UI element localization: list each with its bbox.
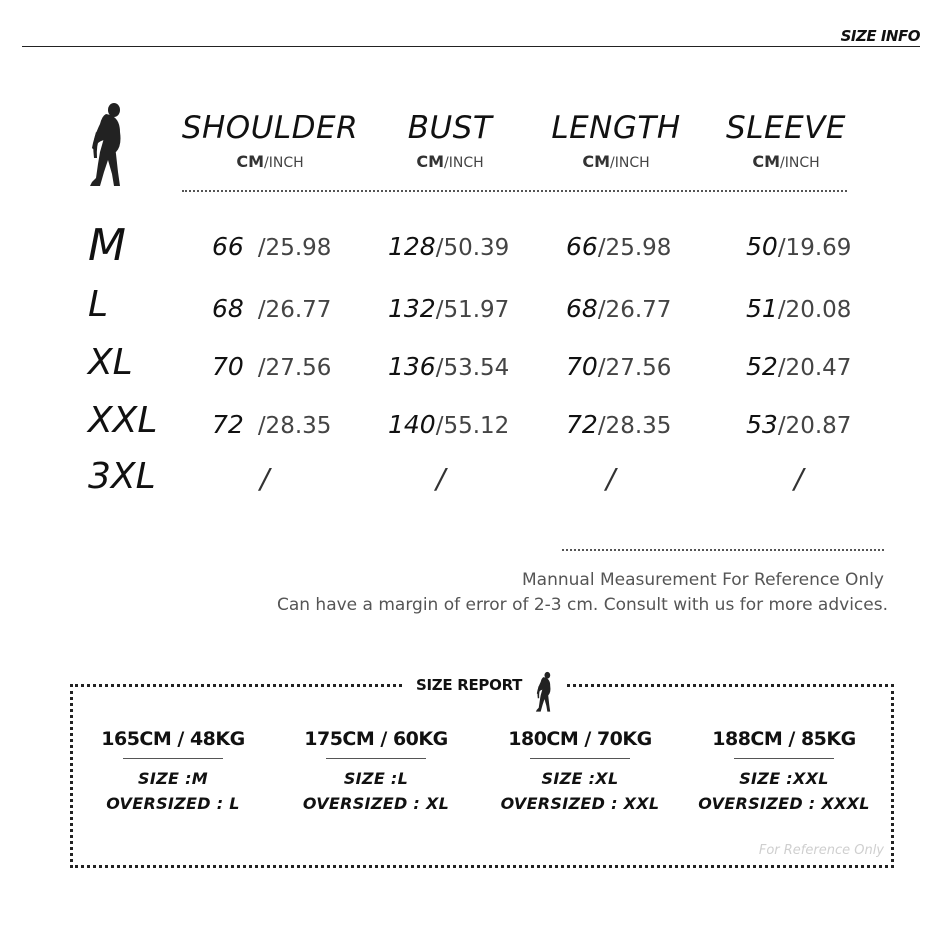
- size-report-title: SIZE REPORT: [416, 676, 523, 694]
- measurement-cell-sleeve: [746, 294, 851, 323]
- report-item-divider: [326, 758, 426, 759]
- measurement-cell-bust: [388, 294, 509, 323]
- inch-value: /20.47: [777, 355, 852, 381]
- oversized-size: OVERSIZED : XXXL: [698, 794, 870, 813]
- note-reference: Mannual Measurement For Reference Only: [522, 570, 884, 590]
- measurement-cell-bust: [388, 352, 509, 381]
- size-report-header: [404, 670, 567, 700]
- height-weight-label: 165CM / 48KG: [101, 728, 245, 750]
- unit-inch-label: /INCH: [444, 155, 484, 171]
- height-weight-label: 175CM / 60KG: [304, 728, 448, 750]
- column-header-shoulder: SHOULDER: [181, 110, 359, 146]
- measurement-cell-length: [566, 352, 671, 381]
- inch-value: /25.98: [597, 235, 672, 261]
- inch-value: /27.56: [597, 355, 672, 381]
- note-margin: Can have a margin of error of 2-3 cm. Consult with us for more advices.: [276, 595, 888, 615]
- cm-value: 70: [212, 352, 244, 381]
- reference-footnote: For Reference Only: [758, 843, 884, 858]
- size-label-xxl: XXL: [88, 400, 158, 441]
- unit-cm-label: CM: [752, 152, 781, 171]
- column-header-sleeve: SLEEVE: [726, 110, 846, 146]
- cm-value: 68: [566, 294, 598, 323]
- inch-value: /53.54: [435, 355, 510, 381]
- cm-value: 136: [388, 352, 436, 381]
- inch-value: /20.87: [777, 413, 852, 439]
- hunched-figure-icon: [84, 102, 130, 188]
- cm-value: 72: [212, 410, 244, 439]
- cm-value: 128: [388, 232, 436, 261]
- column-unit-shoulder: [180, 152, 360, 171]
- header-dotted-divider: [182, 190, 847, 192]
- inch-value: /50.39: [435, 235, 510, 261]
- size-report-item: [490, 728, 670, 813]
- unit-inch-label: /INCH: [780, 155, 820, 171]
- size-report-item: [694, 728, 874, 813]
- cm-value: 66: [212, 232, 244, 261]
- measurement-cell-sleeve: [746, 352, 851, 381]
- column-header-length: LENGTH: [551, 110, 681, 146]
- oversized-size: OVERSIZED : XL: [302, 794, 450, 813]
- measurement-cell-shoulder: [212, 352, 331, 381]
- recommended-size: SIZE :L: [343, 769, 409, 788]
- recommended-size: SIZE :XXL: [739, 769, 829, 788]
- inch-value: /25.98: [257, 235, 332, 261]
- empty-measurement-cell: /: [606, 462, 616, 495]
- size-info-title: SIZE INFO: [840, 27, 920, 45]
- measurement-cell-sleeve: [746, 410, 851, 439]
- inch-value: /19.69: [777, 235, 852, 261]
- empty-measurement-cell: /: [436, 462, 446, 495]
- unit-inch-label: /INCH: [264, 155, 304, 171]
- notes-dotted-divider: [562, 549, 884, 551]
- unit-cm-label: CM: [416, 152, 445, 171]
- oversized-size: OVERSIZED : L: [106, 794, 240, 813]
- size-label-3xl: 3XL: [88, 456, 156, 497]
- inch-value: /26.77: [597, 297, 672, 323]
- measurement-cell-shoulder: [212, 410, 331, 439]
- measurement-cell-bust: [388, 410, 509, 439]
- column-unit-length: [526, 152, 706, 171]
- height-weight-label: 180CM / 70KG: [508, 728, 652, 750]
- column-header-bust: BUST: [407, 110, 493, 146]
- cm-value: 53: [746, 410, 778, 439]
- hunched-figure-icon: [533, 670, 555, 714]
- measurement-cell-length: [566, 294, 671, 323]
- column-unit-bust: [360, 152, 540, 171]
- cm-value: 50: [746, 232, 778, 261]
- empty-measurement-cell: /: [260, 462, 270, 495]
- measurement-cell-shoulder: [212, 294, 331, 323]
- unit-inch-label: /INCH: [610, 155, 650, 171]
- cm-value: 70: [566, 352, 598, 381]
- cm-value: 140: [388, 410, 436, 439]
- inch-value: /20.08: [777, 297, 852, 323]
- inch-value: /55.12: [435, 413, 510, 439]
- measurement-cell-length: [566, 232, 671, 261]
- measurement-cell-bust: [388, 232, 509, 261]
- cm-value: 68: [212, 294, 244, 323]
- measurement-cell-shoulder: [212, 232, 331, 261]
- inch-value: /51.97: [435, 297, 510, 323]
- inch-value: /27.56: [257, 355, 332, 381]
- oversized-size: OVERSIZED : XXL: [500, 794, 660, 813]
- inch-value: /28.35: [257, 413, 332, 439]
- unit-cm-label: CM: [236, 152, 265, 171]
- size-report-item: [83, 728, 263, 813]
- inch-value: /28.35: [597, 413, 672, 439]
- empty-measurement-cell: /: [794, 462, 804, 495]
- cm-value: 66: [566, 232, 598, 261]
- measurement-cell-length: [566, 410, 671, 439]
- unit-cm-label: CM: [582, 152, 611, 171]
- inch-value: /26.77: [257, 297, 332, 323]
- height-weight-label: 188CM / 85KG: [712, 728, 856, 750]
- cm-value: 52: [746, 352, 778, 381]
- measurement-cell-sleeve: [746, 232, 851, 261]
- size-label-xl: XL: [88, 342, 133, 383]
- report-item-divider: [123, 758, 223, 759]
- report-item-divider: [530, 758, 630, 759]
- report-item-divider: [734, 758, 834, 759]
- column-unit-sleeve: [696, 152, 876, 171]
- size-label-m: M: [88, 220, 126, 271]
- size-label-l: L: [88, 284, 109, 325]
- size-report-item: [286, 728, 466, 813]
- recommended-size: SIZE :M: [138, 769, 208, 788]
- cm-value: 51: [746, 294, 778, 323]
- recommended-size: SIZE :XL: [541, 769, 619, 788]
- cm-value: 132: [388, 294, 436, 323]
- cm-value: 72: [566, 410, 598, 439]
- header-divider: [22, 46, 920, 47]
